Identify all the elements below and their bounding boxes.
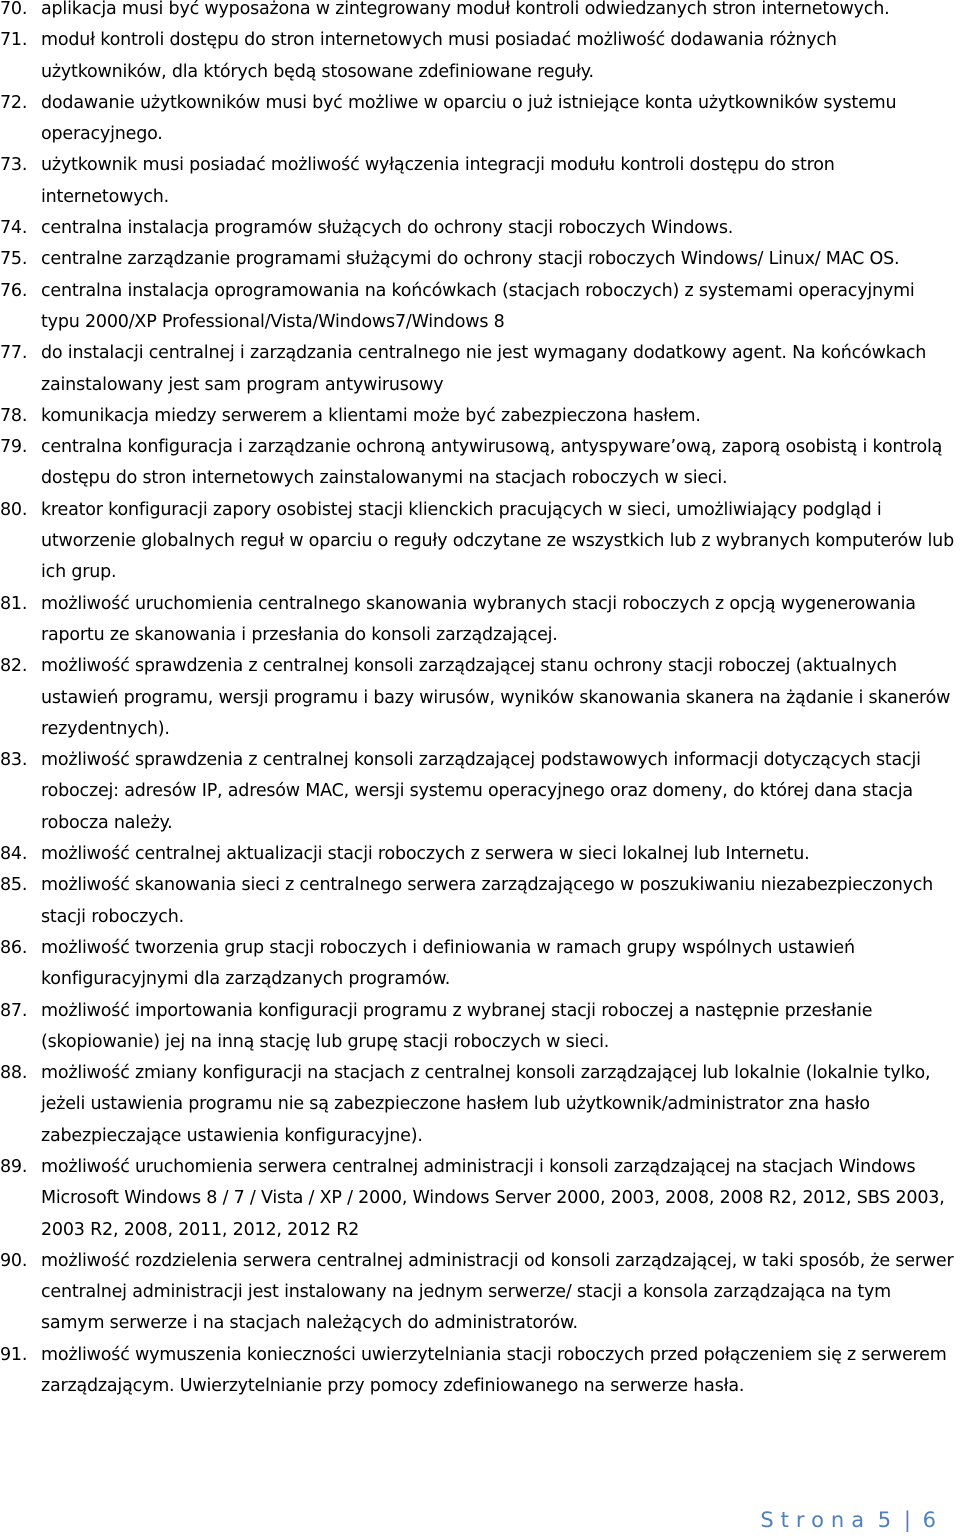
list-item-number: 76. <box>0 280 28 301</box>
list-item <box>0 150 960 213</box>
list-item-number: 87. <box>0 1000 28 1021</box>
list-item-text: możliwość sprawdzenia z centralnej konsoli zarządzającej podstawowych informacji dotyczących stacji roboczej: adresów IP, adresów MAC, wersji systemu operacyjnego oraz domeny, do której dana stacja robocza należy. <box>41 750 921 833</box>
list-item-number: 91. <box>0 1344 28 1365</box>
list-item-number: 83. <box>0 750 28 771</box>
list-item-text: kreator konfiguracji zapory osobistej stacji klienckich pracujących w sieci, umożliwiający podgląd i utworzenie globalnych reguł w oparciu o reguły odczytane ze wszystkich lub z wybranych komputerów lub ich grup. <box>41 499 954 583</box>
page-footer <box>760 1506 936 1534</box>
list-item <box>0 1340 960 1403</box>
list-item <box>0 933 960 996</box>
list-item-number: 73. <box>0 155 28 176</box>
list-item-text: możliwość wymuszenia konieczności uwierzytelniania stacji roboczych przed połączeniem się z serwerem zarządzającym. Uwierzytelnianie przy pomocy zdefiniowanego na serwerze hasła. <box>41 1344 947 1397</box>
list-item-number: 89. <box>0 1156 28 1177</box>
list-item-text: centralna konfiguracja i zarządzanie ochroną antywirusową, antyspyware’ową, zaporą osobistą i kontrolą dostępu do stron internetowych zainstalowanymi na stacjach roboczych w sieci. <box>41 437 943 489</box>
list-item <box>0 401 960 432</box>
list-item <box>0 1058 960 1152</box>
list-item <box>0 589 960 652</box>
list-item-text: komunikacja miedzy serwerem a klientami może być zabezpieczona hasłem. <box>41 405 701 426</box>
footer-separator: | <box>903 1508 911 1532</box>
list-item-text: centralna instalacja programów służących do ochrony stacji roboczych Windows. <box>41 218 734 239</box>
list-item <box>0 0 960 25</box>
list-item <box>0 996 960 1059</box>
list-item-number: 90. <box>0 1250 28 1271</box>
list-item-text: dodawanie użytkowników musi być możliwe w oparciu o już istniejące konta użytkowników systemu operacyjnego. <box>41 92 897 145</box>
list-item-number: 81. <box>0 593 28 614</box>
list-item-number: 86. <box>0 937 28 958</box>
list-item-number: 74. <box>0 218 28 239</box>
list-item <box>0 651 960 745</box>
list-item <box>0 745 960 839</box>
footer-page-label: Strona <box>760 1508 872 1532</box>
list-item-text: możliwość skanowania sieci z centralnego serwera zarządzającego w poszukiwaniu niezabezpieczonych stacji roboczych. <box>41 875 934 927</box>
list-item-number: 72. <box>0 92 28 113</box>
list-item-number: 85. <box>0 875 28 896</box>
list-item-number: 79. <box>0 437 28 458</box>
list-item-text: możliwość sprawdzenia z centralnej konsoli zarządzającej stanu ochrony stacji roboczej (aktualnych ustawień programu, wersji programu i bazy wirusów, wyników skanowania skanera na żądanie i skanerów rezydentnych). <box>41 656 951 739</box>
list-item-text: możliwość rozdzielenia serwera centralnej administracji od konsoli zarządzającej, w taki sposób, że serwer centralnej administracji jest instalowany na jednym serwerze/ stacji a konsola zarządzająca na tym samym serwerze i na stacjach należących do administratorów. <box>41 1250 954 1334</box>
list-item-text: możliwość uruchomienia centralnego skanowania wybranych stacji roboczych z opcją wygenerowania raportu ze skanowania i przesłania do konsoli zarządzającej. <box>41 593 916 645</box>
list-item-text: możliwość tworzenia grup stacji roboczych i definiowania w ramach grupy wspólnych ustawień konfiguracyjnymi dla zarządzanych programów. <box>41 937 855 990</box>
list-item <box>0 495 960 589</box>
list-item-number: 80. <box>0 499 28 520</box>
list-item-number: 71. <box>0 30 28 51</box>
list-item-number: 82. <box>0 656 28 677</box>
list-item-text: centralne zarządzanie programami służącymi do ochrony stacji roboczych Windows/ Linux/ MAC OS. <box>41 249 900 270</box>
list-item-text: możliwość centralnej aktualizacji stacji roboczych z serwera w sieci lokalnej lub Internetu. <box>41 844 810 865</box>
list-item-number: 84. <box>0 844 28 865</box>
list-item <box>0 25 960 88</box>
footer-current-page: 5 <box>877 1508 892 1532</box>
list-item <box>0 1152 960 1246</box>
list-item-text: możliwość zmiany konfiguracji na stacjach z centralnej konsoli zarządzającej lub lokalnie (lokalnie tylko, jeżeli ustawienia programu nie są zabezpieczone hasłem lub użytkownik/administrator zna hasło zabezpieczające ustawienia konfiguracyjne). <box>41 1063 931 1146</box>
list-item-text: do instalacji centralnej i zarządzania centralnego nie jest wymagany dodatkowy agent. Na końcówkach zainstalowany jest sam program antywirusowy <box>41 343 927 395</box>
list-item <box>0 88 960 151</box>
list-item <box>0 213 960 244</box>
list-item <box>0 839 960 870</box>
list-item <box>0 276 960 339</box>
list-item <box>0 338 960 401</box>
footer-total-pages: 6 <box>922 1508 936 1532</box>
list-item <box>0 870 960 933</box>
list-item-number: 88. <box>0 1063 28 1084</box>
list-item-text: aplikacja musi być wyposażona w zintegrowany moduł kontroli odwiedzanych stron internetowych. <box>41 0 890 19</box>
list-item-number: 70. <box>0 0 28 19</box>
list-item-number: 78. <box>0 405 28 426</box>
list-item-number: 75. <box>0 249 28 270</box>
list-item-text: użytkownik musi posiadać możliwość wyłączenia integracji modułu kontroli dostępu do stron internetowych. <box>41 155 835 207</box>
list-item-number: 77. <box>0 343 28 364</box>
list-item-text: możliwość importowania konfiguracji programu z wybranej stacji roboczej a następnie przesłanie (skopiowanie) jej na inną stację lub grupę stacji roboczych w sieci. <box>41 1000 873 1052</box>
list-item <box>0 244 960 275</box>
list-item <box>0 1246 960 1340</box>
list-item-text: moduł kontroli dostępu do stron internetowych musi posiadać możliwość dodawania różnych użytkowników, dla których będą stosowane zdefiniowane reguły. <box>41 30 837 82</box>
list-item <box>0 432 960 495</box>
list-item-text: możliwość uruchomienia serwera centralnej administracji i konsoli zarządzającej na stacjach Windows Microsoft Windows 8 / 7 / Vista / XP / 2000, Windows Server 2000, 2003, 2008, 2008 R2, 2012, SBS 2003, 2003 R2, 2008, 2011, 2012, 2012 R2 <box>41 1156 945 1240</box>
list-item-text: centralna instalacja oprogramowania na końcówkach (stacjach roboczych) z systemami operacyjnymi typu 2000/XP Professional/Vista/Windows7/Windows 8 <box>41 280 915 332</box>
